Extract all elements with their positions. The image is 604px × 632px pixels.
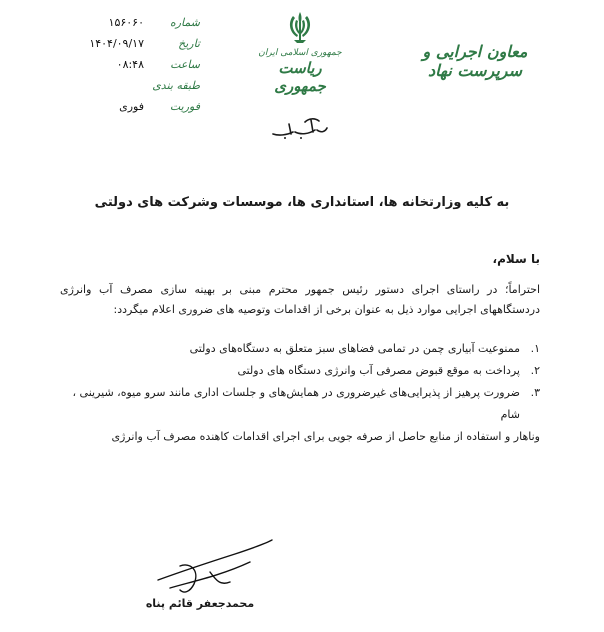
presidency-emblem-block xyxy=(255,10,345,95)
meta-number-row xyxy=(70,16,200,37)
list-item xyxy=(60,360,540,382)
handwritten-signature xyxy=(150,532,280,602)
letter-greeting: با سلام، xyxy=(492,252,540,266)
institution-title: ریاست جمهوری xyxy=(274,59,326,95)
letter-intro-paragraph: احتراماً؛ در راستای اجرای دستور رئیس جمهور محترم مبنی بر بهینه سازی مصرف آب وانرژی دردستگاههای اجرایی موارد ذیل به عنوان برخی از اقدامات وتوصیه های ضروری اعلام میگردد: xyxy=(60,283,540,316)
meta-classification-row xyxy=(70,79,200,100)
letter-addressee: به کلیه وزارتخانه ها، استانداری ها، موسسات وشرکت های دولتی xyxy=(94,195,510,210)
meta-date-label: تاریخ xyxy=(178,37,200,50)
list-item-number: ۳. xyxy=(530,386,540,399)
meta-time-label: ساعت xyxy=(170,58,200,71)
meta-time-value: ۰۸:۴۸ xyxy=(116,58,144,71)
list-item xyxy=(60,338,540,360)
meta-number-value: ۱۵۶۰۶۰ xyxy=(108,16,144,29)
meta-number-label: شماره xyxy=(169,16,200,29)
institution-small-text: جمهوری اسلامی ایران xyxy=(258,48,342,58)
list-item-number: ۱. xyxy=(530,342,540,355)
signer-name: محمدجعفر قائم پناه xyxy=(145,597,255,610)
meta-classification-label: طبقه بندی xyxy=(152,79,200,92)
list-item-text: پرداخت به موقع قبوض مصرفی آب وانرژی دستگاه های دولتی xyxy=(237,364,520,377)
iran-emblem-icon xyxy=(283,10,317,46)
list-item-number: ۲. xyxy=(530,364,540,377)
list-item-text: ضرورت پرهیز از پذیرایی‌های غیرضروری در همایش‌های و جلسات اداری مانند سرو میوه، شیرینی ، شام xyxy=(72,386,520,421)
list-item-text: ممنوعیت آبیاری چمن در تمامی فضاهای سبز متعلق به دستگاه‌های دولتی xyxy=(189,342,520,355)
meta-priority-value: فوری xyxy=(119,100,144,113)
bismillah-calligraphy xyxy=(265,112,335,142)
meta-priority-label: فوریت xyxy=(169,100,200,113)
meta-date-value: ۱۴۰۴/۰۹/۱۷ xyxy=(89,37,144,50)
letter-meta xyxy=(70,16,200,121)
meta-priority-row xyxy=(70,100,200,121)
letter-items-list xyxy=(60,338,540,448)
meta-time-row xyxy=(70,58,200,79)
list-item xyxy=(60,382,540,426)
list-item-continuation: وناهار و استفاده از منابع حاصل از صرفه جویی برای اجرای اقدامات کاهنده مصرف آب وانرژی xyxy=(111,430,540,443)
deputy-title: معاون اجرایی و سرپرست نهاد xyxy=(422,42,528,80)
meta-date-row xyxy=(70,37,200,58)
